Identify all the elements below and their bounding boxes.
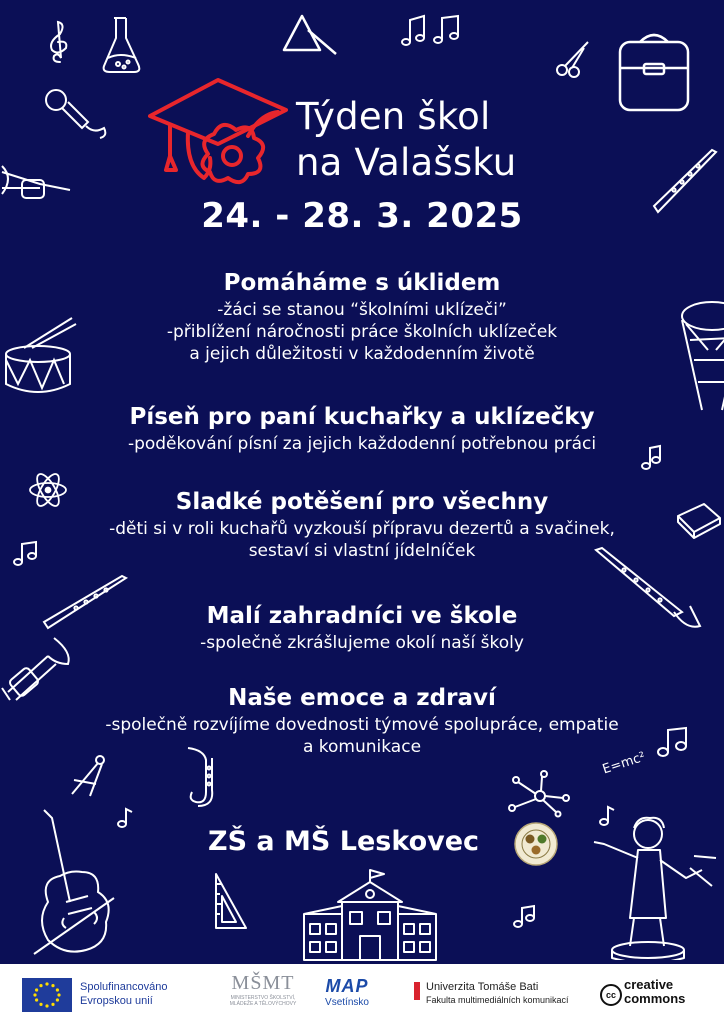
section-line: a jejich důležitosti v každodenním životě: [189, 344, 535, 364]
microphone-icon: [42, 86, 112, 140]
msmt-line-2: MLÁDEŽE A TĚLOVÝCHOVY: [229, 1001, 297, 1007]
school-emblem-icon: [514, 822, 558, 866]
triangle-instrument-icon: [280, 12, 340, 58]
atom-icon: [26, 470, 70, 510]
map-logo: [314, 976, 380, 1008]
section-heading: Malí zahradníci ve škole: [206, 603, 518, 629]
school-building-icon: [298, 868, 442, 964]
title-line-1: Týden škol: [296, 95, 491, 138]
footer-logos: [0, 964, 724, 1024]
section-line: -přiblížení náročnosti práce školních uklízeček: [166, 322, 558, 342]
cc-mark: cc: [605, 990, 616, 1000]
section-line: -poděkování písní za jejich každodenní potřebnou práci: [127, 434, 597, 454]
music-note-icon: [512, 904, 538, 930]
utb-line-2: Fakulta multimediálních komunikací: [426, 995, 569, 1005]
eu-flag-icon: [22, 978, 72, 1012]
eu-logo: [22, 978, 72, 1017]
section-line: -žáci se stanou “školními uklízeči”: [217, 300, 507, 320]
section-emotions: [0, 683, 724, 758]
map-sub: Vsetínsko: [325, 997, 369, 1008]
section-cleaning: [0, 268, 724, 365]
section-heading: Píseň pro paní kuchařky a uklízečky: [129, 404, 595, 430]
treble-clef-icon: [44, 18, 74, 64]
title-line-2: na Valašsku: [296, 141, 517, 184]
event-dates: 24. - 28. 3. 2025: [201, 196, 523, 236]
recorder-icon: [40, 574, 130, 632]
compass-icon: [66, 752, 108, 798]
event-title: [296, 94, 516, 186]
msmt-logo: [222, 972, 304, 1007]
section-line: sestaví si vlastní jídelníček: [248, 541, 476, 561]
flute-icon: [650, 148, 720, 216]
graduation-cap-logo: [148, 74, 288, 194]
cc-line-1: creative: [624, 977, 674, 992]
section-song: [0, 402, 724, 455]
saxophone-icon: [184, 744, 224, 808]
section-heading: Pomáháme s úklidem: [223, 270, 501, 296]
utb-mark-icon: [414, 982, 422, 1002]
section-line: -společně zkrášlujeme okolí naší školy: [200, 633, 524, 653]
msmt-mark: MŠMT: [231, 972, 295, 994]
drum-icon: [2, 314, 80, 398]
msmt-line-1: MINISTERSTVO ŠKOLSTVÍ,: [230, 995, 296, 1001]
clarinet-icon: [594, 546, 704, 632]
section-heading: Sladké potěšení pro všechny: [175, 489, 549, 515]
music-note-icon: [12, 540, 40, 568]
trumpet-icon: [0, 150, 72, 216]
map-mark: MAP: [325, 976, 369, 996]
eu-line-2: Evropskou unií: [80, 995, 153, 1007]
section-line: -děti si v roli kuchařů vyzkouší přípravu dezertů a svačinek,: [109, 519, 615, 539]
book-icon: [674, 500, 722, 540]
section-line: -společně rozvíjíme dovednosti týmové spolupráce, empatie: [105, 715, 619, 735]
hand-drum-icon: [672, 290, 724, 420]
set-square-icon: [212, 870, 250, 932]
flask-icon: [100, 14, 144, 76]
section-line: a komunikace: [302, 737, 422, 757]
eu-text: [80, 980, 167, 1008]
school-bag-icon: [614, 28, 694, 114]
scissors-icon: [554, 38, 594, 78]
formula-label: E=mc²: [600, 749, 648, 778]
cc-line-2: commons: [624, 991, 686, 1006]
school-name: ZŠ a MŠ Leskovec: [208, 826, 480, 857]
music-notes-icon: [400, 14, 464, 50]
violin-icon: [30, 806, 120, 964]
section-heading: Naše emoce a zdraví: [228, 685, 496, 711]
cc-icon: [600, 984, 622, 1006]
conductor-icon: [590, 808, 720, 960]
music-note-icon: [640, 444, 664, 472]
molecule-icon: [502, 768, 578, 818]
trumpet-icon: [0, 634, 74, 710]
music-note-icon: [656, 726, 690, 758]
utb-line-1: Univerzita Tomáše Bati: [426, 981, 539, 993]
eu-line-1: Spolufinancováno: [80, 981, 168, 993]
